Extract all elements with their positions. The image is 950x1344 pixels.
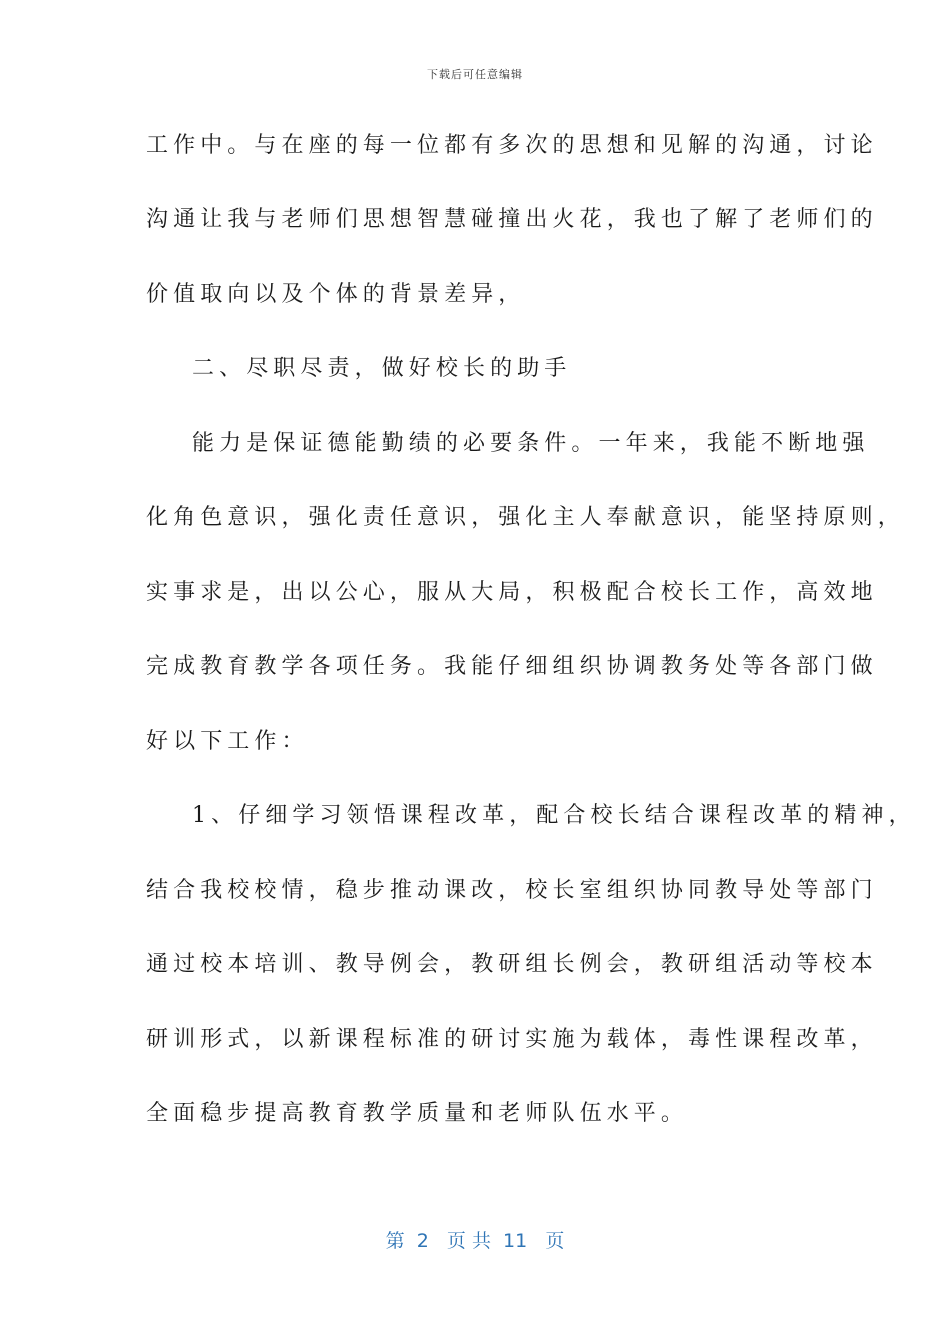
body-line: 研训形式，以新课程标准的研讨实施为载体，毒性课程改革， (146, 1027, 878, 1052)
body-line: 工作中。与在座的每一位都有多次的思想和见解的沟通，讨论 (146, 133, 878, 158)
body-line: 实事求是，出以公心，服从大局，积极配合校长工作，高效地 (146, 580, 878, 605)
body-line: 全面稳步提高教育教学质量和老师队伍水平。 (146, 1101, 689, 1126)
body-line: 好以下工作： (146, 729, 309, 754)
body-line: 完成教育教学各项任务。我能仔细组织协调教务处等各部门做 (146, 654, 878, 679)
body-line: 能力是保证德能勤绩的必要条件。一年来，我能不断地强 (192, 431, 870, 456)
page-header: 下载后可任意编辑 (427, 68, 523, 81)
body-line: 化角色意识，强化责任意识，强化主人奉献意识，能坚持原则， (146, 505, 905, 530)
body-line: 通过校本培训、教导例会，教研组长例会，教研组活动等校本 (146, 952, 878, 977)
body-line: 沟通让我与老师们思想智慧碰撞出火花，我也了解了老师们的 (146, 207, 878, 232)
body-line: 价值取向以及个体的背景差异， (146, 282, 526, 307)
page-number-footer: 第 2 页 共 11 页 (385, 1230, 565, 1252)
list-item: 1、仔细学习领悟课程改革，配合校长结合课程改革的精神， (192, 803, 916, 828)
section-heading: 二、尽职尽责，做好校长的助手 (192, 356, 572, 381)
body-line: 结合我校校情，稳步推动课改，校长室组织协同教导处等部门 (146, 878, 878, 903)
